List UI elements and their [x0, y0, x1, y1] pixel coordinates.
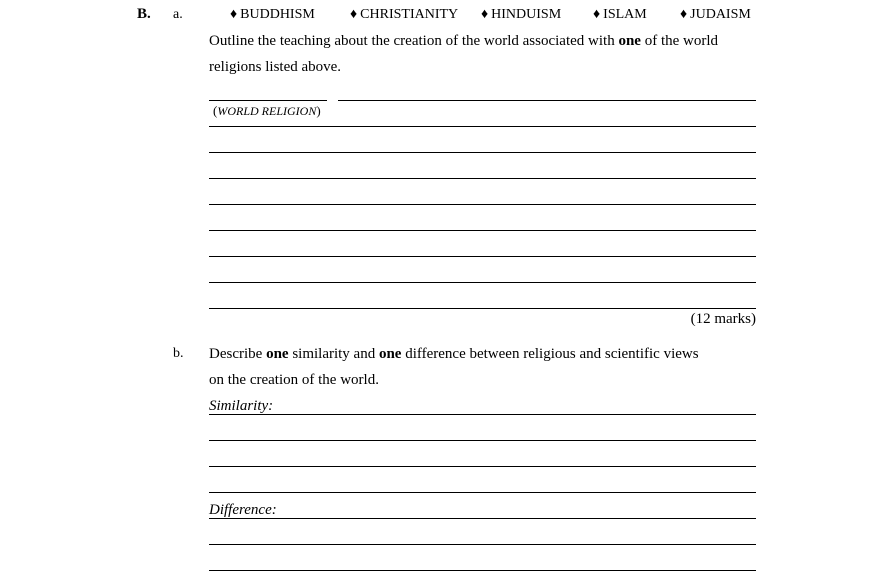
religion-item-christianity [350, 7, 458, 23]
religion-label: CHRISTIANITY [360, 7, 459, 22]
section-letter: B. [137, 6, 151, 22]
world-religion-label [213, 103, 321, 119]
paren-close: ) [316, 103, 321, 118]
question-a-text: Outline the teaching about the creation of the world associated with [209, 33, 619, 49]
answer-line[interactable] [209, 230, 756, 231]
answer-line[interactable] [209, 492, 756, 493]
question-b-line-2: on the creation of the world. [209, 372, 379, 388]
part-a-marker: a. [173, 7, 183, 22]
diamond-icon: ♦ [593, 7, 601, 22]
diamond-icon: ♦ [680, 7, 688, 22]
answer-line[interactable] [209, 570, 756, 571]
answer-line-header[interactable] [338, 100, 756, 101]
question-a-emphasis: one [618, 33, 641, 49]
diamond-icon: ♦ [230, 7, 238, 22]
religion-label: ISLAM [603, 7, 647, 22]
question-b-line-1 [209, 346, 699, 363]
marks-label: (12 marks) [690, 311, 756, 327]
religion-item-judaism [680, 7, 751, 23]
paren-open: ( [213, 103, 218, 118]
religion-label: HINDUISM [491, 7, 562, 22]
answer-line[interactable] [209, 544, 756, 545]
question-b-text-end: difference between religious and scientific views [401, 346, 699, 362]
religion-label: JUDAISM [690, 7, 751, 22]
question-a-line-1 [209, 33, 718, 50]
diamond-icon: ♦ [481, 7, 489, 22]
question-b-text: Describe [209, 346, 267, 362]
question-a-text-end: of the world [640, 33, 719, 49]
religion-item-islam [593, 7, 647, 23]
part-b-marker: b. [173, 346, 184, 361]
answer-line[interactable] [209, 440, 756, 441]
question-a-line-2: religions listed above. [209, 59, 342, 75]
world-religion-caption: WORLD RELIGION [217, 104, 317, 118]
answer-line[interactable] [209, 282, 756, 283]
answer-line[interactable] [209, 256, 756, 257]
answer-line[interactable] [209, 152, 756, 153]
world-religion-rule[interactable] [209, 100, 327, 101]
difference-answer-line[interactable] [209, 518, 756, 519]
question-b-text-mid: similarity and [288, 346, 379, 362]
religion-label: BUDDHISM [240, 7, 315, 22]
question-b-emphasis-2: one [378, 346, 402, 362]
religion-item-buddhism [230, 7, 315, 23]
similarity-label: Similarity: [209, 398, 274, 414]
answer-line[interactable] [209, 178, 756, 179]
answer-line[interactable] [209, 126, 756, 127]
religion-item-hinduism [481, 7, 561, 23]
answer-line[interactable] [209, 308, 756, 309]
diamond-icon: ♦ [350, 7, 358, 22]
question-b-emphasis-1: one [266, 346, 289, 362]
answer-line[interactable] [209, 204, 756, 205]
answer-line[interactable] [209, 466, 756, 467]
difference-label: Difference: [209, 502, 277, 518]
similarity-answer-line[interactable] [209, 414, 756, 415]
